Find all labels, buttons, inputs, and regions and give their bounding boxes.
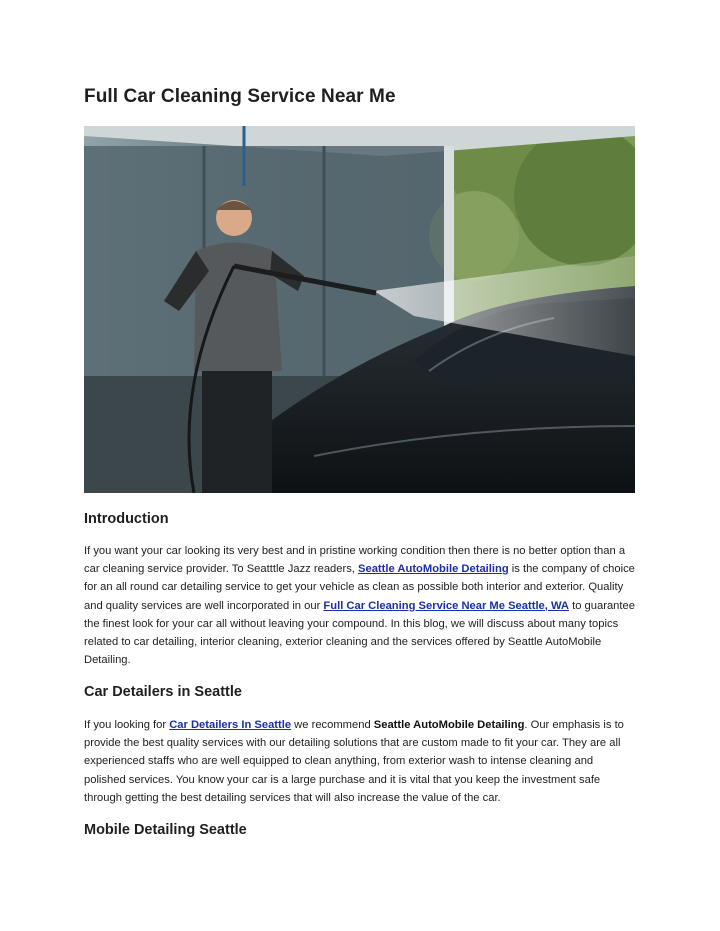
- paragraph-text: is the company of choice for an all round car detailing service to get your vehicle as clean as possible both interior and exterior. Quality and quality services are well incorporated in our: [84, 563, 635, 612]
- introduction-paragraph: [84, 542, 636, 669]
- section-heading-car-detailers: Car Detailers in Seattle: [84, 684, 242, 700]
- car-wash-photo: [84, 126, 635, 493]
- full-car-cleaning-service-link[interactable]: Full Car Cleaning Service Near Me Seattle, WA: [323, 599, 570, 612]
- paragraph-text: we recommend: [291, 719, 374, 731]
- section-heading-introduction: Introduction: [84, 511, 169, 527]
- paragraph-text: to guarantee the finest look for your car all without leaving your compound. In this blog, we will discuss about many topics related to car detailing, interior cleaning, exterior cleaning and the services offered by Seattle AutoMobile Detailing.: [84, 599, 635, 667]
- seattle-automobile-detailing-link[interactable]: Seattle AutoMobile Detailing: [358, 563, 509, 576]
- paragraph-text: If you want your car looking its very best and in pristine working condition then there is no better option than a car cleaning service provider. To Seatttle Jazz readers,: [84, 545, 626, 576]
- paragraph-text: . Our emphasis is to provide the best quality services with our detailing solutions that are custom made to fit your car. They are all experienced staffs who are well equipped to clean anything, from exterior wash to intense cleaning and polished services. You know your car is a large purchase and it is vital that you keep the investment safe through getting the best detailing services that will also increase the value of the car.: [84, 719, 624, 804]
- page-title: Full Car Cleaning Service Near Me: [84, 86, 396, 107]
- car-detailers-paragraph: [84, 716, 636, 807]
- section-heading-mobile-detailing: Mobile Detailing Seattle: [84, 822, 247, 838]
- car-detailers-in-seattle-link[interactable]: Car Detailers In Seattle: [169, 719, 292, 731]
- bold-company-name: Seattle AutoMobile Detailing: [373, 719, 525, 731]
- paragraph-text: If you looking for: [84, 719, 170, 731]
